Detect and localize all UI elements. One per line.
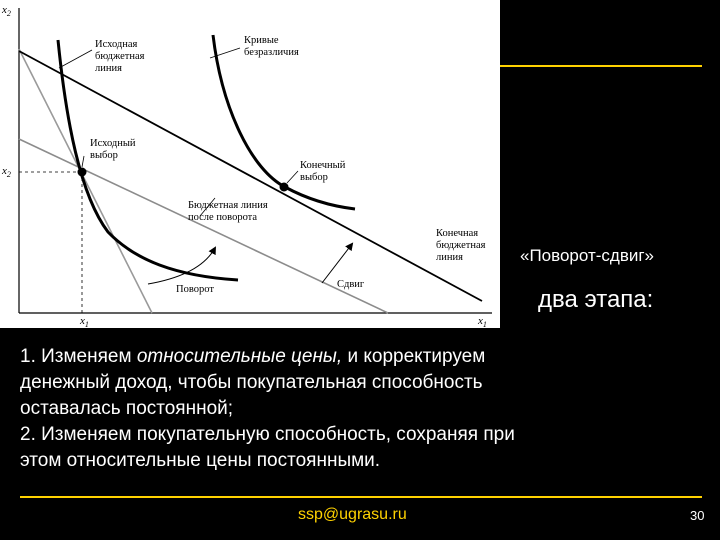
body-line-1-start: 1. Изменяем — [20, 346, 137, 367]
footer-divider — [20, 496, 702, 498]
stages-description — [20, 344, 680, 474]
label-final-choice: Конечный выбор — [300, 160, 346, 183]
final-choice-point — [280, 183, 289, 192]
label-shift: Сдвиг — [337, 279, 365, 290]
body-line-5: этом относительные цены постоянными. — [20, 450, 381, 471]
x-axis-label-x1: $x_1$ — [80, 315, 89, 328]
label-initial-budget-line: Исходная бюджетная линия — [95, 39, 145, 74]
final-budget-line — [19, 51, 482, 301]
y-axis-label-top: $x_2$ — [2, 4, 11, 18]
body-line-4: 2. Изменяем покупательную способность, сохраняя при — [20, 424, 515, 445]
rotation-shift-tag: «Поворот-сдвиг» — [520, 246, 655, 265]
label-initial-choice: Исходный выбор — [90, 138, 136, 161]
body-line-1 — [20, 344, 680, 370]
label-final-budget-line: Конечная бюджетная линия — [436, 228, 486, 263]
body-line-1-end: и корректируем — [342, 346, 486, 367]
label-rotated-budget-line: Бюджетная линия после поворота — [188, 200, 268, 223]
shift-arrow — [322, 244, 352, 283]
budget-rotation-diagram — [0, 0, 500, 328]
two-stages-tag: два этапа: — [538, 286, 654, 313]
pointer-final-choice — [287, 171, 298, 183]
body-line-3: оставалась постоянной; — [20, 398, 234, 419]
y-axis-label-x2: $x_2$ — [2, 165, 11, 179]
pointer-initial-choice — [82, 156, 84, 167]
page-number: 30 — [690, 508, 705, 523]
indifference-curve-low — [58, 40, 238, 280]
diagram-svg — [0, 0, 500, 328]
pointer-initial-budget — [59, 50, 92, 68]
x-axis-label-right: $x_1$ — [478, 315, 487, 328]
footer-email: ssp@ugrasu.ru — [298, 506, 407, 523]
label-indifference-curves: Кривые безразличия — [244, 35, 299, 58]
label-rotation: Поворот — [176, 284, 214, 295]
initial-budget-line — [19, 49, 152, 313]
body-line-1-emphasis: относительные цены, — [136, 346, 343, 367]
body-line-2: денежный доход, чтобы покупательная способность — [20, 372, 483, 393]
initial-choice-point — [78, 168, 87, 177]
